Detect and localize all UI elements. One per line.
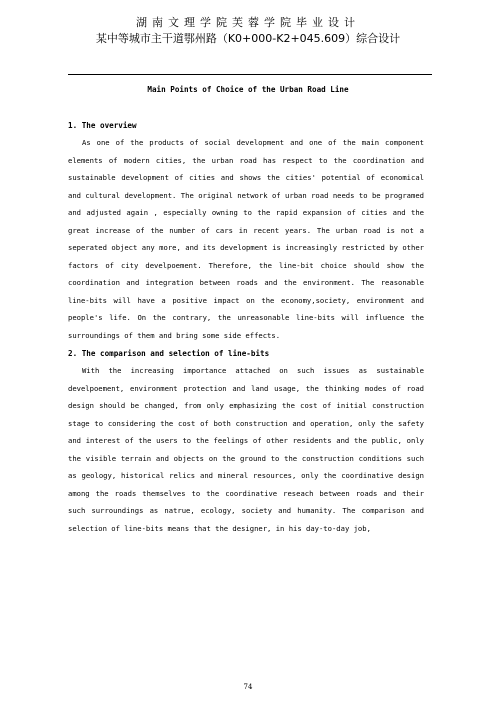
school-name: 湖南文理学院芙蓉学院毕业设计 bbox=[136, 16, 360, 29]
document-title: Main Points of Choice of the Urban Road Line bbox=[147, 85, 349, 94]
header-divider bbox=[68, 74, 432, 75]
section-body-comparison: With the increasing importance attached on such issues as sustainable develpoement, environment protection and land usage, the thinking modes of road design should be changed, from only emphasizing the cost of initial construction stage to considering the cost of both construction and operation, only the safety and interest of the users to the feelings of other residents and the public, only the visible terrain and objects on the ground to the construction conditions such as geology, historical relics and mineral resources, only the coordinative design among the roads themselves to the coordinative reseach between roads and their such surroundings as natrue, ecology, society and humanity. The comparison and selection of line-bits means that the designer, in his day-to-day job, bbox=[68, 366, 424, 533]
section-heading-comparison: 2. The comparison and selection of line-bits bbox=[68, 349, 270, 358]
project-title: 某中等城市主干道鄂州路（K0+000-K2+045.609）综合设计 bbox=[95, 32, 401, 45]
section-heading-overview: 1. The overview bbox=[68, 121, 137, 130]
page-header bbox=[0, 15, 496, 46]
section-body-overview: As one of the products of social development and one of the main component elements of modern cities, the urban road has respect to the coordination and sustainable development of cities and shows the cities' potential of economical and cultural development. The original network of urban road needs to be programed and adjusted again , especially owning to the rapid expansion of cities and the great increase of the number of cars in recent years. The urban road is not a seperated object any more, and its development is increasingly restricted by other factors of city develpoement. Therefore, the line-bit choice should show the coordination and integration between roads and the environment. The reasonable line-bits will have a positive impact on the economy,society, environment and people's life. On the contrary, the unreasonable line-bits will influence the surroundings of them and bring some side effects. bbox=[68, 138, 424, 340]
page-number: 74 bbox=[243, 683, 253, 691]
